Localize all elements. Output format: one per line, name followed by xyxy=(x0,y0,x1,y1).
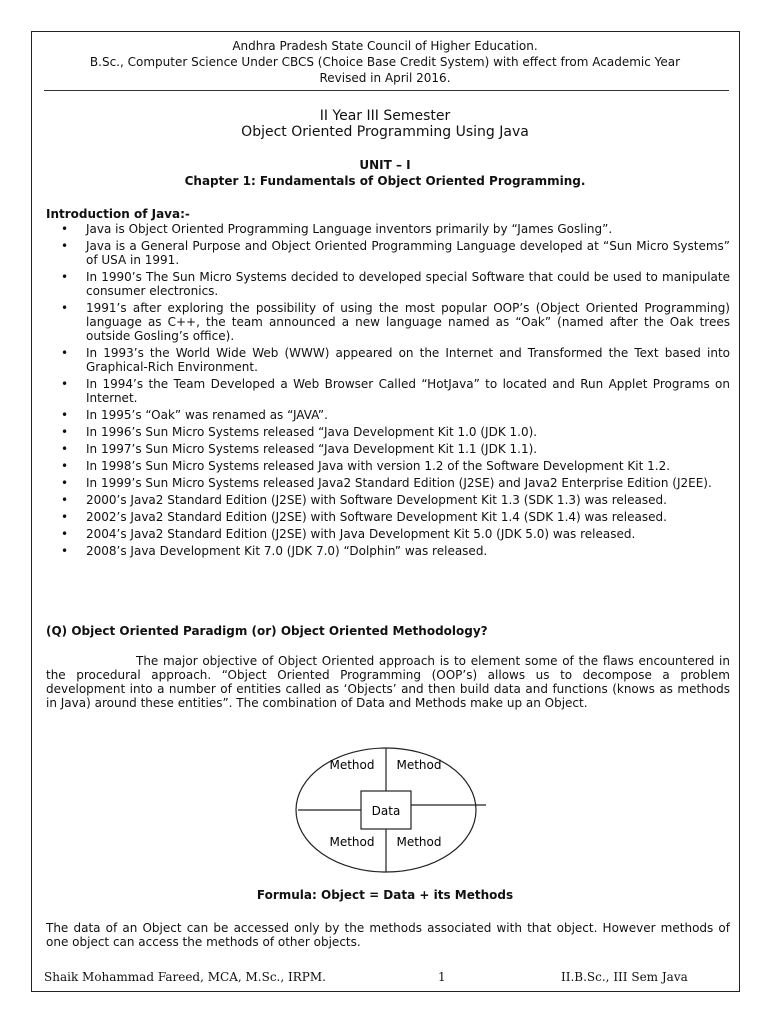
year-semester: II Year III Semester xyxy=(319,108,451,124)
list-item: • Java is a General Purpose and Object Oriented Programming Language developed at “Sun Micro Systems” of USA in 1991. xyxy=(61,239,730,267)
closing-paragraph: The data of an Object can be accessed only by the methods associated with that object. However methods of one object can access the methods of other objects. xyxy=(46,921,730,949)
list-item: • 2002’s Java2 Standard Edition (J2SE) with Software Development Kit 1.4 (SDK 1.4) was released. xyxy=(61,510,667,524)
bullet-icon: • xyxy=(61,346,69,360)
formula-caption: Formula: Object = Data + its Methods xyxy=(256,888,514,902)
bullet-icon: • xyxy=(61,476,69,490)
header-divider xyxy=(44,90,729,91)
intro-heading: Introduction of Java:- xyxy=(46,207,190,221)
footer-course: II.B.Sc., III Sem Java xyxy=(561,970,688,984)
header-revised: Revised in April 2016. xyxy=(319,71,451,85)
list-item: • In 1990’s The Sun Micro Systems decided to developed special Software that could be used to manipulate consumer electronics. xyxy=(61,270,730,298)
bullet-icon: • xyxy=(61,301,69,315)
bullet-icon: • xyxy=(61,377,69,391)
list-item: • In 1998’s Sun Micro Systems released Java with version 1.2 of the Software Development Kit 1.2. xyxy=(61,459,671,473)
data-label: Data xyxy=(371,804,401,818)
list-item: • In 1997’s Sun Micro Systems released “Java Development Kit 1.1 (JDK 1.1). xyxy=(61,442,538,456)
bullet-icon: • xyxy=(61,527,69,541)
intro-bullet-list xyxy=(46,222,730,561)
method-label: Method xyxy=(329,758,375,772)
list-item: • Java is Object Oriented Programming Language inventors primarily by “James Gosling”. xyxy=(61,222,613,236)
header-council: Andhra Pradesh State Council of Higher Education. xyxy=(232,39,538,53)
list-item: • In 1994’s the Team Developed a Web Browser Called “HotJava” to located and Run Applet Programs on Internet. xyxy=(61,377,730,405)
list-item: • In 1993’s the World Wide Web (WWW) appeared on the Internet and Transformed the Text based into Graphical-Rich Environment. xyxy=(61,346,730,374)
bullet-icon: • xyxy=(61,222,69,236)
paradigm-heading: (Q) Object Oriented Paradigm (or) Object Oriented Methodology? xyxy=(46,624,488,638)
list-item: • 2004’s Java2 Standard Edition (J2SE) with Java Development Kit 5.0 (JDK 5.0) was released. xyxy=(61,527,636,541)
list-item: • In 1996’s Sun Micro Systems released “Java Development Kit 1.0 (JDK 1.0). xyxy=(61,425,538,439)
list-item: • In 1995’s “Oak” was renamed as “JAVA”. xyxy=(61,408,328,422)
footer-author: Shaik Mohammad Fareed, MCA, M.Sc., IRPM. xyxy=(44,970,326,984)
bullet-icon: • xyxy=(61,510,69,524)
list-item: • 2008’s Java Development Kit 7.0 (JDK 7.0) “Dolphin” was released. xyxy=(61,544,488,558)
course-title: Object Oriented Programming Using Java xyxy=(241,124,529,140)
bullet-icon: • xyxy=(61,239,69,253)
bullet-icon: • xyxy=(61,270,69,284)
bullet-icon: • xyxy=(61,459,69,473)
footer-page-number: 1 xyxy=(438,970,446,984)
list-item: • In 1999’s Sun Micro Systems released Java2 Standard Edition (J2SE) and Java2 Enterprise Edition (J2EE). xyxy=(61,476,712,490)
bullet-icon: • xyxy=(61,493,69,507)
list-item: • 2000’s Java2 Standard Edition (J2SE) with Software Development Kit 1.3 (SDK 1.3) was released. xyxy=(61,493,667,507)
bullet-icon: • xyxy=(61,408,69,422)
unit-heading: UNIT – I xyxy=(359,158,411,172)
chapter-heading: Chapter 1: Fundamentals of Object Oriented Programming. xyxy=(184,174,586,188)
bullet-icon: • xyxy=(61,544,69,558)
object-diagram xyxy=(288,744,488,880)
method-label: Method xyxy=(329,835,375,849)
method-label: Method xyxy=(396,758,442,772)
header-course-line: B.Sc., Computer Science Under CBCS (Choice Base Credit System) with effect from Academic Year xyxy=(89,55,681,69)
list-item: • 1991’s after exploring the possibility of using the most popular OOP’s (Object Oriented Programming) language as C++, the team announced a new language named as “Oak” (named after the Oak trees outside Gosling’s office). xyxy=(61,301,730,343)
bullet-icon: • xyxy=(61,442,69,456)
method-label: Method xyxy=(396,835,442,849)
bullet-icon: • xyxy=(61,425,69,439)
paradigm-paragraph: The major objective of Object Oriented approach is to element some of the flaws encountered in the procedural approach. “Object Oriented Programming (OOP’s) allows us to decompose a problem development into a number of entities called as ‘Objects’ and then build data and functions (knows as methods in Java) around these entities”. The combination of Data and Methods make up an Object. xyxy=(46,654,730,710)
